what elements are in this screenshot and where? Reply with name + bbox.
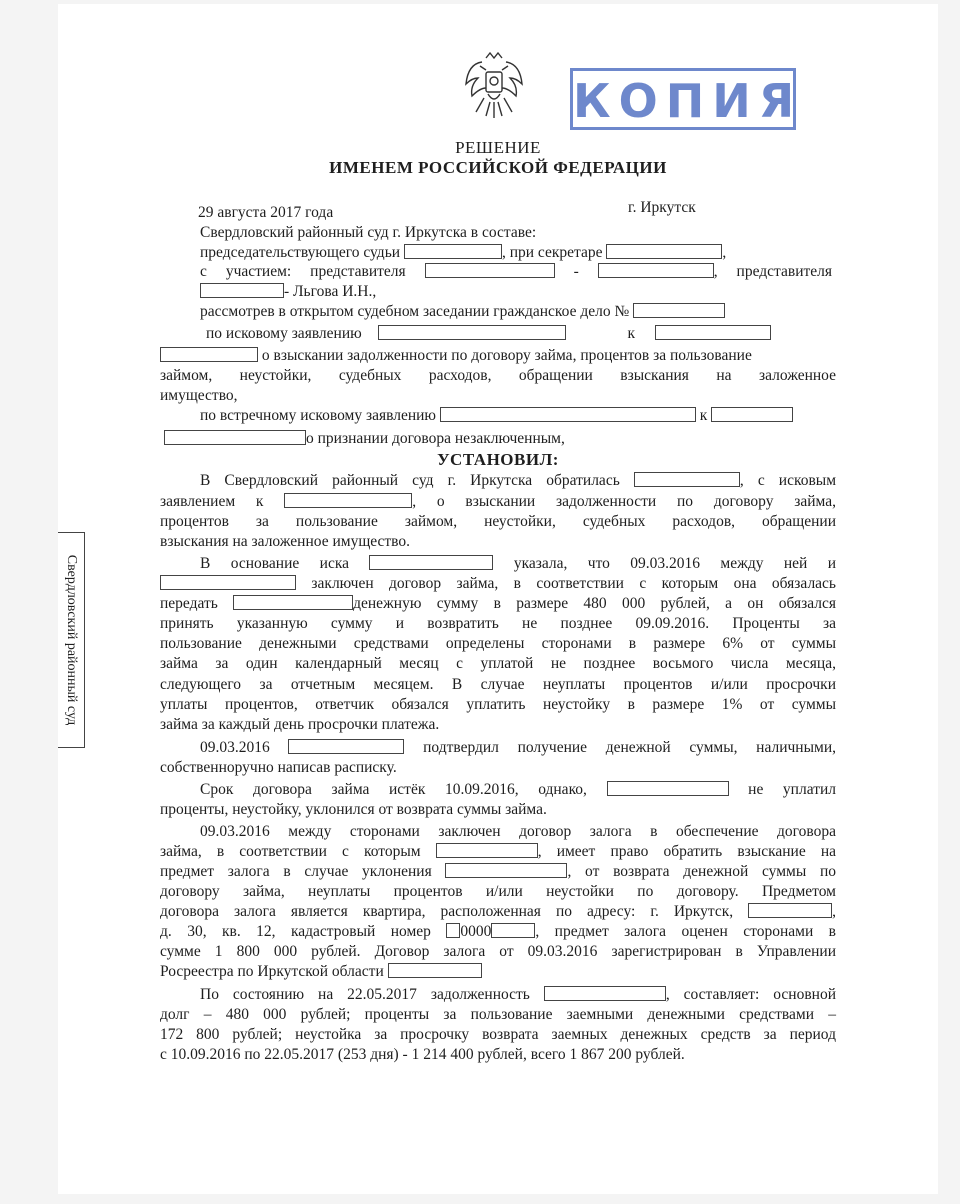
representative-label-2: , представителя [713,263,833,280]
case-number-label: рассмотрев в открытом судебном заседании гражданское дело № [200,303,630,320]
p6-line2: долг – 480 000 рублей; проценты за пользование заемными денежными средствами – [160,1006,836,1023]
text: д. 30, кв. 12, кадастровый номер [160,923,431,940]
redaction-block [598,263,714,278]
p1-line3: процентов за пользование займом, неустойки, судебных расходов, обращении [160,513,836,530]
p1-line4: взыскания на заложенное имущество. [160,533,411,550]
representative-name: - Льгова И.Н., [284,283,377,300]
redaction-block [445,863,567,878]
text: Срок договора займа истёк 10.09.2016, однако, [200,781,587,798]
text: договора залога является квартира, расположенная по адресу: г. Иркутск, [160,903,734,920]
text: Росреестра по Иркутской области [160,963,384,980]
text: В основание иска [200,555,350,572]
decision-date: 29 августа 2017 года [198,204,334,221]
p4-line2: проценты, неустойку, уклонился от возврата суммы займа. [160,801,547,818]
text: денежную сумму в размере 480 000 рублей, а он обязался [353,595,836,612]
subject-line-2: займом, неустойки, судебных расходов, обращении взыскания на заложенное [160,367,836,384]
text: , от возврата денежной суммы по [567,863,837,880]
claim-line [206,325,771,343]
text: , составляет: основной [665,986,836,1003]
copy-stamp: КОПИЯ [570,68,796,130]
court-participants-line-2 [200,283,376,301]
text: , предмет залога оценен сторонами в [535,923,836,940]
redaction-block [160,347,258,362]
redaction-block [711,407,793,422]
subject-text: о взыскании задолженности по договору займа, процентов за пользование [261,347,752,364]
redaction-block [446,923,460,938]
redaction-block [544,986,666,1001]
redaction-block [606,244,722,259]
p5-line4: договору займа, неуплаты процентов и/или неустойки по договору. Предметом [160,883,836,900]
p4-line1 [200,781,836,799]
redaction-block [425,263,555,278]
redaction-block [440,407,696,422]
p5-line6 [160,923,836,941]
p1-line2 [160,493,836,511]
court-participants-line [200,263,832,281]
judge-label: председательствующего судьи [200,244,401,261]
claim-label: по исковому заявлению [206,325,362,342]
decision-subtitle: ИМЕНЕМ РОССИЙСКОЙ ФЕДЕРАЦИИ [329,158,667,177]
redaction-block [436,843,538,858]
subject-line-3: имущество, [160,387,238,404]
p5-line2 [160,843,836,861]
against-label: к [627,325,636,342]
text: займа, в соответствии с которым [160,843,421,860]
redaction-block [388,963,482,978]
dash: - [573,263,579,280]
redaction-block [607,781,729,796]
text: не уплатил [748,781,836,798]
established-heading: УСТАНОВИЛ: [437,450,559,469]
case-line [200,303,725,321]
text: В Свердловский районный суд г. Иркутска обратилась [200,472,620,489]
text: , о взыскании задолженности по договору займа, [412,493,836,510]
text: передать [160,595,218,612]
p2-line5: пользование денежными средствами определены сторонами в размере 6% от суммы [160,635,836,652]
p5-line7: сумме 1 800 000 рублей. Договор залога от 09.03.2016 зарегистрирован в Управлении [160,943,836,960]
counterclaim-subject: о признании договора незаключенным, [306,430,565,447]
text: , с исковым [739,472,836,489]
p1-line1 [200,472,836,490]
p2-line2 [160,575,836,593]
redaction-block [288,739,404,754]
p2-line9: займа за каждый день просрочки платежа. [160,716,440,733]
p3-line1 [200,739,836,757]
p6-line1 [200,986,836,1004]
punct: , [722,244,727,261]
court-composition: Свердловский районный суд г. Иркутска в составе: [200,224,537,241]
p2-line7: следующего за отчетным месяцем. В случае неуплаты процентов и/или просрочки [160,676,836,693]
text: заключен договор займа, в соответствии с которым она обязалась [311,575,837,592]
coat-of-arms-emblem [462,50,526,122]
p2-line8: уплаты процентов, ответчик обязался уплатить неустойку в размере 1% от суммы [160,696,836,713]
p2-line6: займа за один календарный месяц с уплатой не позднее восьмого числа месяца, [160,655,836,672]
p6-line3: 172 800 рублей; неустойка за просрочку возврата заемных денежных средств за период [160,1026,836,1043]
counterclaim-line-2 [164,430,565,448]
decision-city: г. Иркутск [628,199,696,216]
redaction-block [491,923,535,938]
p3-line2: собственноручно написав расписку. [160,759,397,776]
redaction-block [378,325,566,340]
p2-line4: принять указанную сумму и возвратить не позднее 09.09.2016. Проценты за [160,615,836,632]
subject-line [160,347,752,365]
representative-label: с участием: представителя [200,263,406,280]
text: указала, что 09.03.2016 между ней и [513,555,837,572]
p2-line1 [200,555,836,573]
p5-line8 [160,963,482,981]
p2-line3 [160,595,836,613]
p6-line4: с 10.09.2016 по 22.05.2017 (253 дня) - 1 214 400 рублей, всего 1 867 200 рублей. [160,1046,685,1063]
redaction-block [633,303,725,318]
redaction-block [164,430,306,445]
redaction-block [160,575,296,590]
redaction-block [200,283,284,298]
text: предмет залога в случае уклонения [160,863,432,880]
text: , [832,903,837,920]
side-stamp [58,532,85,748]
side-stamp-text: Свердловский районный суд [64,554,79,726]
decision-title: РЕШЕНИЕ [455,138,541,157]
p5-line1: 09.03.2016 между сторонами заключен договор залога в обеспечение договора [200,823,836,840]
p5-line5 [160,903,836,921]
text: 09.03.2016 [200,739,270,756]
text: подтвердил получение денежной суммы, наличными, [423,739,836,756]
redaction-block [634,472,740,487]
court-judge-line [200,244,726,262]
redaction-block [655,325,771,340]
text: По состоянию на 22.05.2017 задолженность [200,986,530,1003]
counterclaim-line [200,407,793,425]
counterclaim-label: по встречному исковому заявлению [200,407,437,424]
redaction-block [284,493,412,508]
redaction-block [369,555,493,570]
text: , имеет право обратить взыскание на [537,843,837,860]
cadastral-fragment: 0000 [460,923,492,940]
document-page [58,4,938,1194]
text: заявлением к [160,493,264,510]
redaction-block [404,244,502,259]
redaction-block [748,903,832,918]
redaction-block [233,595,353,610]
against-label: к [699,407,708,424]
p5-line3 [160,863,836,881]
secretary-label: , при секретаре [501,244,603,261]
